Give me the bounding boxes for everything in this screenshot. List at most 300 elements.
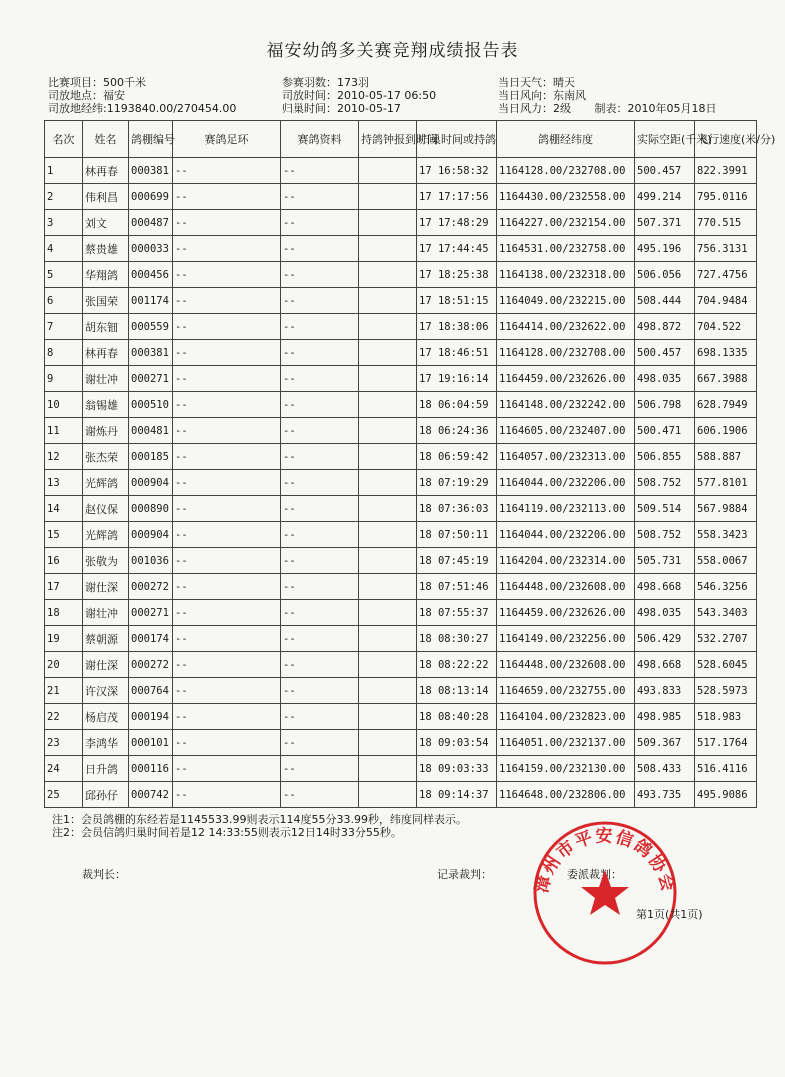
table-row (45, 652, 757, 678)
table-cell: 508.444 (635, 288, 695, 314)
table-cell: 19 (45, 626, 83, 652)
info-release-location: 司放地点：福安 (48, 89, 125, 102)
table-cell (359, 444, 417, 470)
table-cell: 498.035 (635, 366, 695, 392)
table-row (45, 730, 757, 756)
table-cell (359, 210, 417, 236)
table-cell: -- (173, 600, 281, 626)
table-cell: 507.371 (635, 210, 695, 236)
table-cell: 赵仪保 (83, 496, 129, 522)
table-cell: 498.985 (635, 704, 695, 730)
table-cell (359, 262, 417, 288)
column-header: 鸽棚编号 (129, 121, 173, 158)
table-cell: 1164057.00/232313.00 (497, 444, 635, 470)
table-cell: -- (173, 548, 281, 574)
table-row (45, 314, 757, 340)
table-cell: 21 (45, 678, 83, 704)
table-cell: -- (173, 314, 281, 340)
table-cell: 1164049.00/232215.00 (497, 288, 635, 314)
table-cell (359, 392, 417, 418)
table-cell: -- (173, 210, 281, 236)
table-cell: 谢仕深 (83, 574, 129, 600)
column-header: 持鸽钟报到时间 (359, 121, 417, 158)
table-cell (359, 522, 417, 548)
table-cell (359, 340, 417, 366)
table-cell: -- (173, 288, 281, 314)
table-row (45, 366, 757, 392)
table-cell: 628.7949 (695, 392, 757, 418)
table-row (45, 548, 757, 574)
table-cell (359, 678, 417, 704)
table-cell: 1164459.00/232626.00 (497, 600, 635, 626)
table-cell: 华翔鸽 (83, 262, 129, 288)
table-cell: 4 (45, 236, 83, 262)
table-cell: 蔡贵雄 (83, 236, 129, 262)
table-cell: -- (281, 756, 359, 782)
table-cell: 18 06:24:36 (417, 418, 497, 444)
table-cell: -- (281, 522, 359, 548)
table-cell: 18 07:45:19 (417, 548, 497, 574)
table-cell: 17 17:44:45 (417, 236, 497, 262)
table-cell: 756.3131 (695, 236, 757, 262)
table-cell: 17 18:38:06 (417, 314, 497, 340)
table-cell: -- (173, 470, 281, 496)
table-cell: 000510 (129, 392, 173, 418)
table-cell: 1164138.00/232318.00 (497, 262, 635, 288)
table-cell: -- (173, 522, 281, 548)
table-cell: -- (281, 496, 359, 522)
table-cell: 18 08:30:27 (417, 626, 497, 652)
table-cell: 000904 (129, 470, 173, 496)
notes (52, 813, 467, 839)
table-row (45, 678, 757, 704)
table-cell: 000381 (129, 158, 173, 184)
table-cell: 1164605.00/232407.00 (497, 418, 635, 444)
table-cell: 12 (45, 444, 83, 470)
table-cell: 498.872 (635, 314, 695, 340)
table-cell: 许汉深 (83, 678, 129, 704)
table-cell: -- (281, 600, 359, 626)
table-cell: 518.983 (695, 704, 757, 730)
table-cell (359, 470, 417, 496)
table-cell: 000699 (129, 184, 173, 210)
table-cell: 18 09:14:37 (417, 782, 497, 808)
table-cell (359, 704, 417, 730)
table-cell (359, 288, 417, 314)
table-cell: 498.668 (635, 652, 695, 678)
table-row (45, 574, 757, 600)
info-wind-force-row (498, 102, 717, 115)
table-row (45, 340, 757, 366)
chief-referee-label: 裁判长： (82, 868, 126, 881)
table-row (45, 418, 757, 444)
table-cell: 9 (45, 366, 83, 392)
table-cell: 20 (45, 652, 83, 678)
table-cell: 509.367 (635, 730, 695, 756)
association-seal (530, 818, 680, 968)
info-table-date: 制表：2010年05月18日 (594, 102, 717, 115)
table-cell: 495.196 (635, 236, 695, 262)
column-header: 姓名 (83, 121, 129, 158)
table-cell: 558.0067 (695, 548, 757, 574)
table-cell: 杨启茂 (83, 704, 129, 730)
table-cell: 16 (45, 548, 83, 574)
table-cell: 000116 (129, 756, 173, 782)
table-cell: 000559 (129, 314, 173, 340)
table-cell: 谢炼丹 (83, 418, 129, 444)
table-cell: -- (173, 678, 281, 704)
table-row (45, 210, 757, 236)
table-cell: 000271 (129, 366, 173, 392)
table-cell: 1164148.00/232242.00 (497, 392, 635, 418)
table-cell: 508.752 (635, 470, 695, 496)
table-cell: 516.4116 (695, 756, 757, 782)
table-cell (359, 496, 417, 522)
table-cell: 18 07:55:37 (417, 600, 497, 626)
note-1: 注1：会员鸽棚的东经若是1145533.99则表示114度55分33.99秒，纬度同样表示。 (52, 813, 467, 826)
table-cell: 506.056 (635, 262, 695, 288)
table-cell: 000742 (129, 782, 173, 808)
table-cell: 506.429 (635, 626, 695, 652)
table-cell: 谢仕深 (83, 652, 129, 678)
table-cell: 795.0116 (695, 184, 757, 210)
table-cell: 2 (45, 184, 83, 210)
table-cell: 伟利昌 (83, 184, 129, 210)
table-cell: 18 08:22:22 (417, 652, 497, 678)
table-cell: 17 18:51:15 (417, 288, 497, 314)
table-cell: 493.735 (635, 782, 695, 808)
table-cell: -- (173, 730, 281, 756)
table-cell: 000381 (129, 340, 173, 366)
table-cell: -- (281, 574, 359, 600)
table-cell: 1164648.00/232806.00 (497, 782, 635, 808)
info-release-time: 司放时间：2010-05-17 06:50 (282, 89, 437, 102)
table-row (45, 392, 757, 418)
table-cell: 1164044.00/232206.00 (497, 470, 635, 496)
table-cell: 543.3403 (695, 600, 757, 626)
table-cell: 000904 (129, 522, 173, 548)
table-cell: 光辉鸽 (83, 470, 129, 496)
table-cell (359, 418, 417, 444)
table-cell: 001174 (129, 288, 173, 314)
table-cell: 林再春 (83, 340, 129, 366)
table-cell: 张国荣 (83, 288, 129, 314)
info-return-date: 归巢时间：2010-05-17 (282, 102, 401, 115)
table-cell: -- (281, 704, 359, 730)
column-header: 实际空距(千米) (635, 121, 695, 158)
table-cell: 509.514 (635, 496, 695, 522)
table-cell: 000101 (129, 730, 173, 756)
table-cell: 517.1764 (695, 730, 757, 756)
table-cell: -- (173, 340, 281, 366)
table-cell: 10 (45, 392, 83, 418)
table-cell: -- (281, 314, 359, 340)
table-cell: 18 06:59:42 (417, 444, 497, 470)
table-cell: 704.522 (695, 314, 757, 340)
info-weather: 当日天气：晴天 (498, 76, 575, 89)
table-cell: 谢壮冲 (83, 366, 129, 392)
table-cell: -- (173, 262, 281, 288)
table-cell (359, 236, 417, 262)
table-cell: 17 16:58:32 (417, 158, 497, 184)
table-row (45, 496, 757, 522)
table-cell: 18 06:04:59 (417, 392, 497, 418)
table-cell: 邱孙仔 (83, 782, 129, 808)
table-cell: -- (173, 366, 281, 392)
table-cell: 光辉鸽 (83, 522, 129, 548)
table-cell: -- (173, 782, 281, 808)
info-release-coordinates: 司放地经纬:1193840.00/270454.00 (48, 102, 237, 115)
table-cell: 1164128.00/232708.00 (497, 340, 635, 366)
table-cell: 17 (45, 574, 83, 600)
table-cell: -- (281, 626, 359, 652)
table-cell: 18 09:03:33 (417, 756, 497, 782)
info-wind-direction: 当日风向：东南风 (498, 89, 586, 102)
table-cell: -- (281, 366, 359, 392)
table-cell: 8 (45, 340, 83, 366)
table-cell: 508.752 (635, 522, 695, 548)
table-cell: 23 (45, 730, 83, 756)
table-cell: -- (281, 236, 359, 262)
table-cell: 498.668 (635, 574, 695, 600)
table-cell: 1 (45, 158, 83, 184)
table-cell: 000185 (129, 444, 173, 470)
table-cell: 500.457 (635, 158, 695, 184)
table-cell: 588.887 (695, 444, 757, 470)
table-body (45, 158, 757, 808)
table-cell: 727.4756 (695, 262, 757, 288)
table-row (45, 600, 757, 626)
table-header-row (45, 121, 757, 158)
table-cell: 22 (45, 704, 83, 730)
info-race-item: 比赛项目：500千米 (48, 76, 146, 89)
table-cell: -- (173, 496, 281, 522)
column-header: 飞行速度(米/分) (695, 121, 757, 158)
table-cell: 1164448.00/232608.00 (497, 574, 635, 600)
table-cell: 1164531.00/232758.00 (497, 236, 635, 262)
table-cell: 1164430.00/232558.00 (497, 184, 635, 210)
table-cell: 546.3256 (695, 574, 757, 600)
results-table (44, 120, 776, 808)
note-2: 注2：会员信鸽归巢时间若是12 14:33:55则表示12日14时33分55秒。 (52, 826, 402, 839)
seal-text: 漳州市平安信鸽协会 (531, 826, 679, 896)
info-column-1 (48, 76, 236, 115)
table-cell: 1164104.00/232823.00 (497, 704, 635, 730)
info-column-3 (498, 76, 717, 115)
table-cell: 李鸿华 (83, 730, 129, 756)
table-cell: 704.9484 (695, 288, 757, 314)
table-cell (359, 600, 417, 626)
table-cell: 15 (45, 522, 83, 548)
table-cell: -- (281, 184, 359, 210)
table-cell: -- (281, 470, 359, 496)
table-row (45, 756, 757, 782)
table-cell: 刘文 (83, 210, 129, 236)
table-cell: 6 (45, 288, 83, 314)
seal-star-icon (581, 870, 629, 915)
table-cell: -- (281, 730, 359, 756)
table-cell: -- (281, 210, 359, 236)
table-cell: 000456 (129, 262, 173, 288)
table-cell: 000272 (129, 574, 173, 600)
table-cell: 胡东钿 (83, 314, 129, 340)
table-cell: 577.8101 (695, 470, 757, 496)
table-cell: -- (281, 444, 359, 470)
table-cell: 698.1335 (695, 340, 757, 366)
table-cell: 000481 (129, 418, 173, 444)
table-cell (359, 548, 417, 574)
table-row (45, 288, 757, 314)
table-cell: -- (173, 574, 281, 600)
table-cell: 493.833 (635, 678, 695, 704)
table-cell: 7 (45, 314, 83, 340)
table-cell: 谢壮冲 (83, 600, 129, 626)
table-cell: 558.3423 (695, 522, 757, 548)
table-cell: 1164044.00/232206.00 (497, 522, 635, 548)
delegated-referee-label: 委派裁判： (567, 868, 622, 881)
table-cell (359, 366, 417, 392)
table-cell: 506.855 (635, 444, 695, 470)
table-cell: 18 07:50:11 (417, 522, 497, 548)
table-cell: -- (173, 704, 281, 730)
table-cell: 1164227.00/232154.00 (497, 210, 635, 236)
table-cell: -- (173, 756, 281, 782)
table-cell: -- (173, 158, 281, 184)
table-cell: 000174 (129, 626, 173, 652)
table-cell: 508.433 (635, 756, 695, 782)
table-cell (359, 782, 417, 808)
table-cell: 17 17:17:56 (417, 184, 497, 210)
table-cell: -- (281, 652, 359, 678)
table-cell: 18 07:36:03 (417, 496, 497, 522)
table-cell: 18 09:03:54 (417, 730, 497, 756)
table-cell: -- (173, 418, 281, 444)
table-cell: -- (281, 262, 359, 288)
column-header: 名次 (45, 121, 83, 158)
table-cell: 17 19:16:14 (417, 366, 497, 392)
table-cell: 1164414.00/232622.00 (497, 314, 635, 340)
table-cell: -- (281, 392, 359, 418)
table-cell: 000764 (129, 678, 173, 704)
table-cell: -- (173, 392, 281, 418)
table-cell: 1164119.00/232113.00 (497, 496, 635, 522)
table-cell: 张杰荣 (83, 444, 129, 470)
info-wind-force: 当日风力：2级 (498, 102, 571, 115)
column-header: 归巢时间或持鸽 (417, 121, 497, 158)
table-cell: -- (281, 158, 359, 184)
table-cell: 500.457 (635, 340, 695, 366)
table-cell: 505.731 (635, 548, 695, 574)
table-cell: 770.515 (695, 210, 757, 236)
table-row (45, 782, 757, 808)
table-cell: 11 (45, 418, 83, 444)
table-cell: -- (281, 418, 359, 444)
report-title: 福安幼鸽多关赛竞翔成绩报告表 (266, 41, 519, 61)
table-cell: 567.9884 (695, 496, 757, 522)
table-cell: 001036 (129, 548, 173, 574)
table-cell: 000194 (129, 704, 173, 730)
table-cell: 张敬为 (83, 548, 129, 574)
table-cell: -- (281, 548, 359, 574)
column-header: 赛鸽足环 (173, 121, 281, 158)
table-row (45, 626, 757, 652)
table-cell: 日升鸽 (83, 756, 129, 782)
table-cell: 606.1906 (695, 418, 757, 444)
table-cell: -- (173, 236, 281, 262)
page-number: 第1页(共1页) (636, 908, 703, 921)
table-cell: 000033 (129, 236, 173, 262)
table-cell: 528.5973 (695, 678, 757, 704)
table-row (45, 704, 757, 730)
table-cell: 林再春 (83, 158, 129, 184)
table-cell: 1164204.00/232314.00 (497, 548, 635, 574)
table-cell: 532.2707 (695, 626, 757, 652)
table-cell: -- (173, 444, 281, 470)
table-cell (359, 652, 417, 678)
table-cell: 17 18:46:51 (417, 340, 497, 366)
recording-referee-label: 记录裁判： (437, 868, 492, 881)
table-cell: 3 (45, 210, 83, 236)
table-cell: 25 (45, 782, 83, 808)
table-cell: -- (173, 626, 281, 652)
table-cell: 000890 (129, 496, 173, 522)
table-row (45, 236, 757, 262)
table-cell: 1164128.00/232708.00 (497, 158, 635, 184)
table-cell (359, 184, 417, 210)
table-cell: 500.471 (635, 418, 695, 444)
info-column-2 (282, 76, 436, 115)
table-cell: 1164459.00/232626.00 (497, 366, 635, 392)
table-cell: 13 (45, 470, 83, 496)
table-cell: -- (173, 184, 281, 210)
table-cell: -- (281, 288, 359, 314)
table-cell: 000272 (129, 652, 173, 678)
table-cell: 18 (45, 600, 83, 626)
table-cell: 14 (45, 496, 83, 522)
table-cell: 667.3988 (695, 366, 757, 392)
table-cell: 1164448.00/232608.00 (497, 652, 635, 678)
table-cell: 822.3991 (695, 158, 757, 184)
table-cell: 18 08:13:14 (417, 678, 497, 704)
table-cell: 翁锡雄 (83, 392, 129, 418)
table-cell (359, 756, 417, 782)
table-cell: 18 08:40:28 (417, 704, 497, 730)
table-cell: 17 18:25:38 (417, 262, 497, 288)
table-cell: 18 07:19:29 (417, 470, 497, 496)
table-row (45, 470, 757, 496)
table-row (45, 522, 757, 548)
table-cell: 蔡朝源 (83, 626, 129, 652)
table-cell: 498.035 (635, 600, 695, 626)
column-header: 鸽棚经纬度 (497, 121, 635, 158)
table-cell: 000271 (129, 600, 173, 626)
table-row (45, 184, 757, 210)
table-cell (359, 314, 417, 340)
info-entry-count: 参赛羽数：173羽 (282, 76, 369, 89)
table-cell: 18 07:51:46 (417, 574, 497, 600)
table-row (45, 262, 757, 288)
table-cell: 5 (45, 262, 83, 288)
table-cell: -- (173, 652, 281, 678)
table-cell: 495.9086 (695, 782, 757, 808)
table-cell: 1164659.00/232755.00 (497, 678, 635, 704)
table-cell: 000487 (129, 210, 173, 236)
table-cell: 506.798 (635, 392, 695, 418)
table-row (45, 444, 757, 470)
table-cell (359, 730, 417, 756)
table-cell: 17 17:48:29 (417, 210, 497, 236)
table-cell: -- (281, 340, 359, 366)
